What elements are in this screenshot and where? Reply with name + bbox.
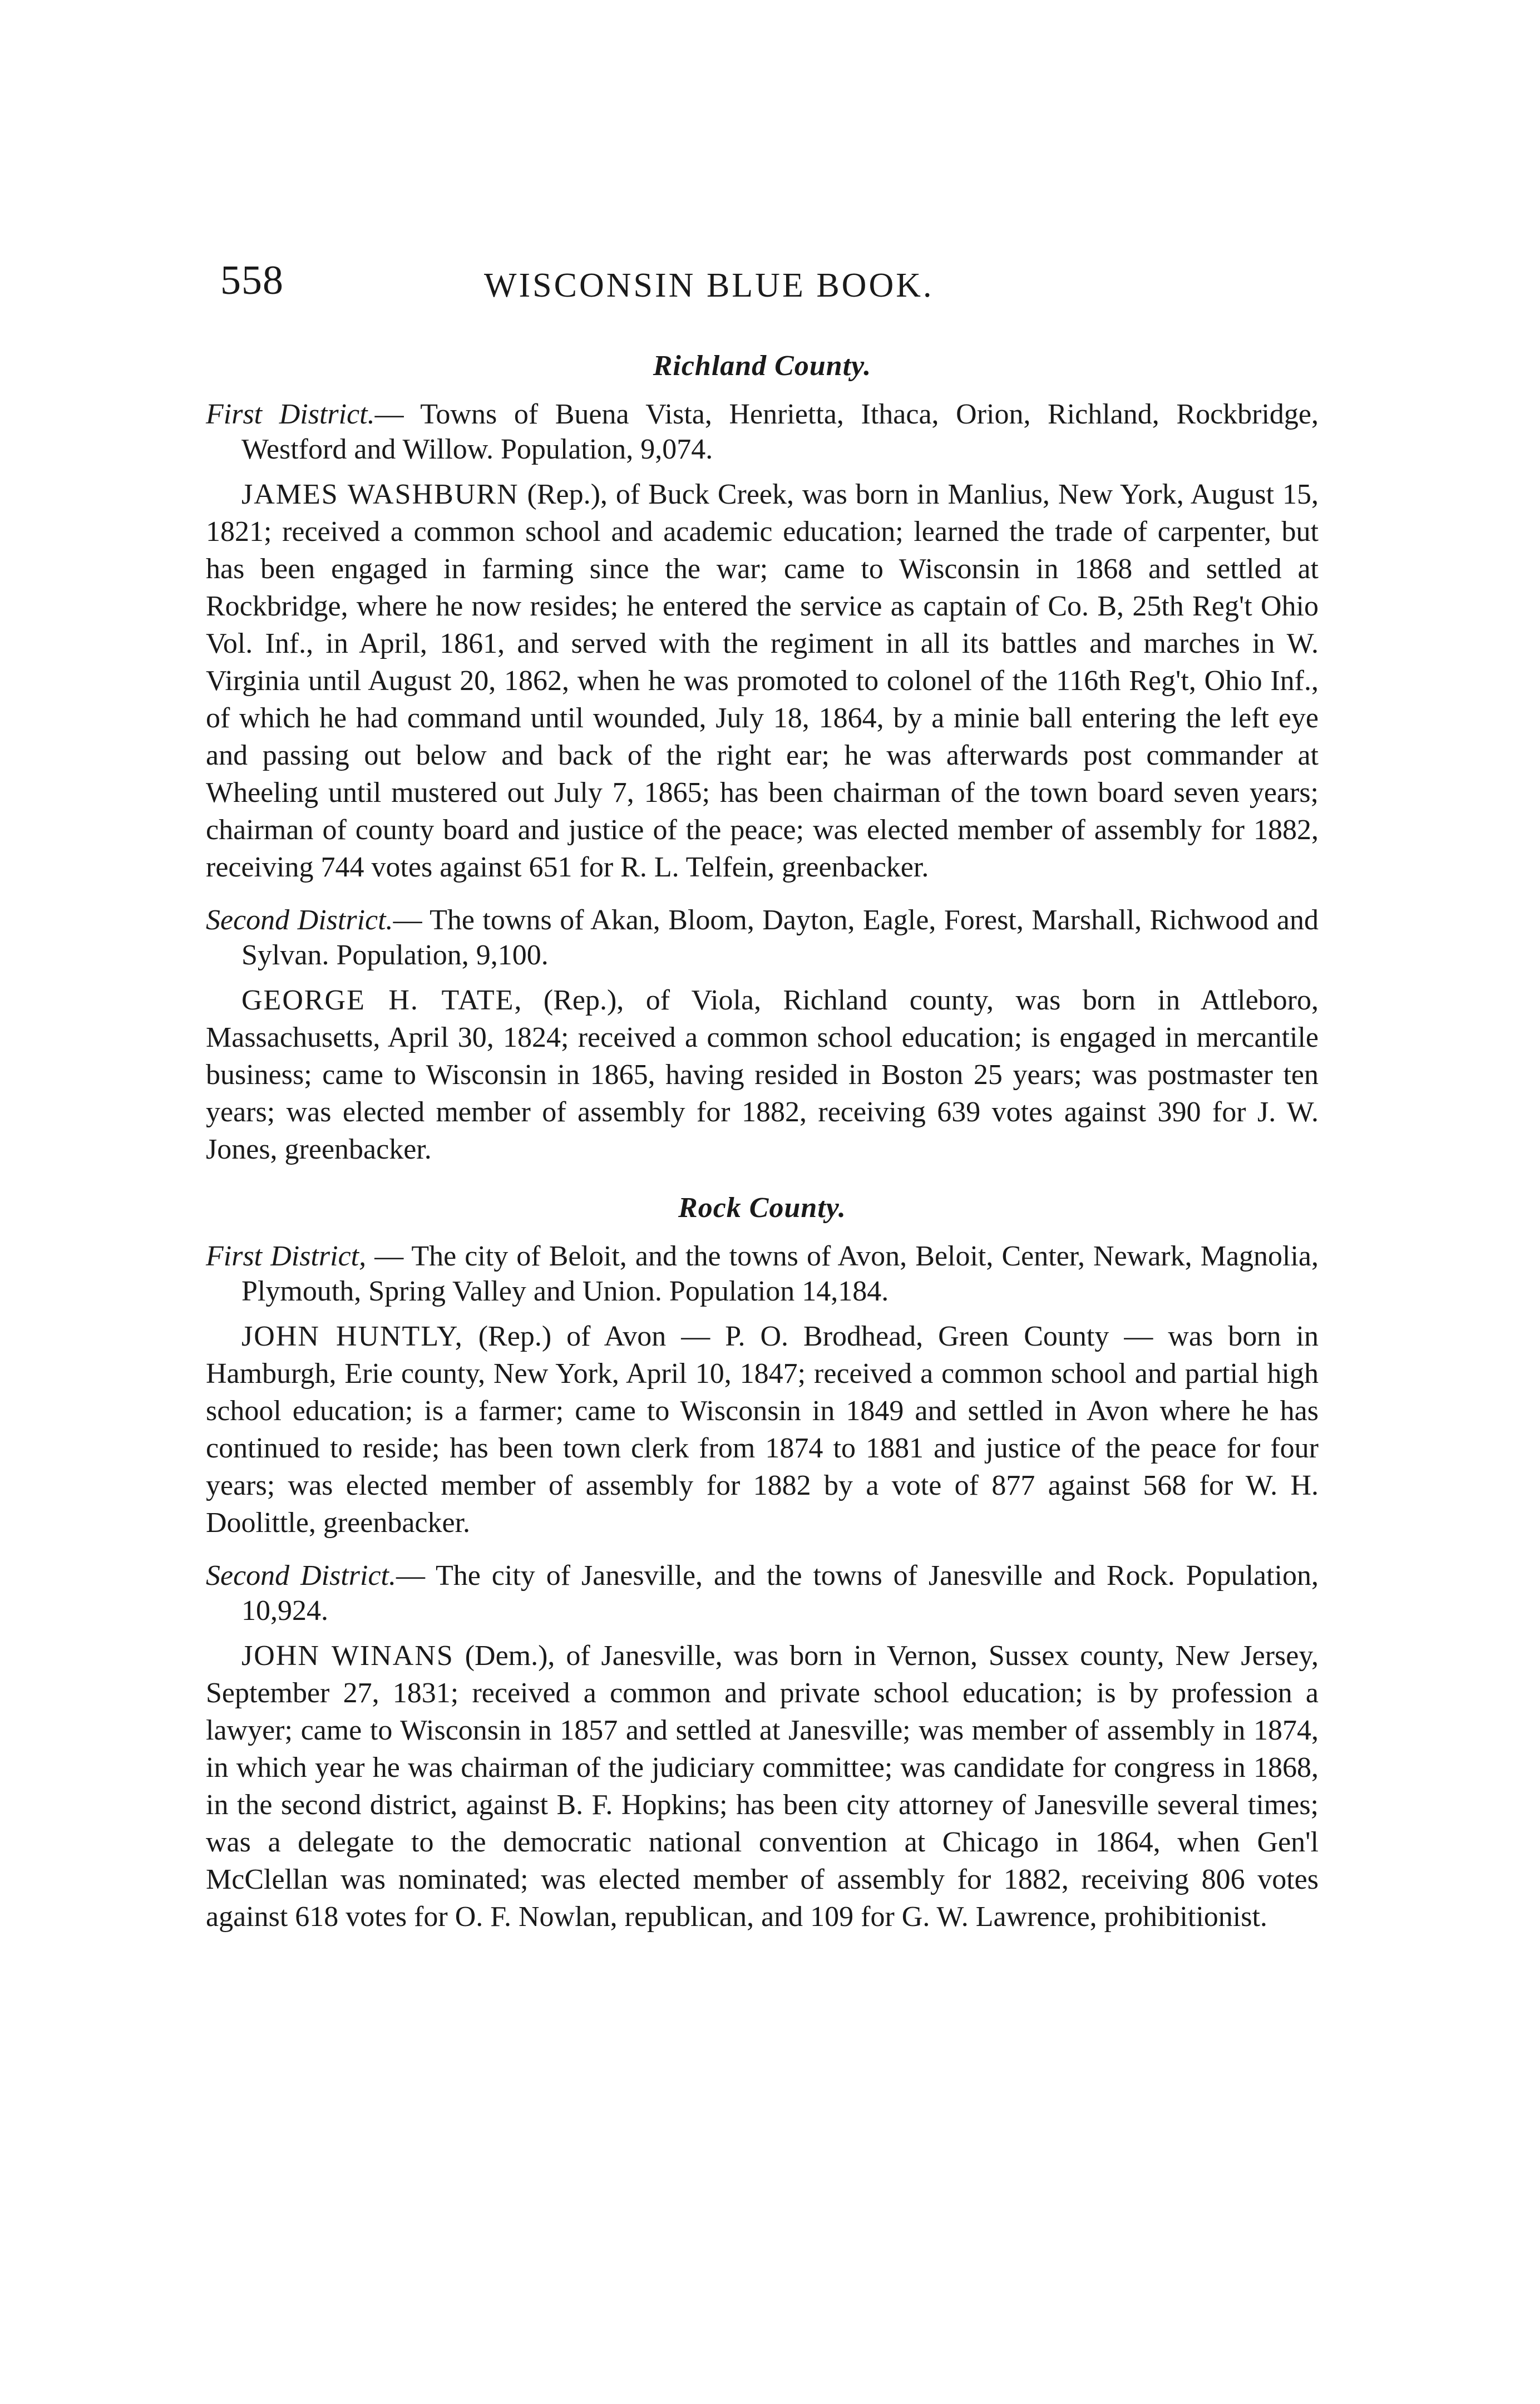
district-text: — The towns of Akan, Bloom, Dayton, Eagle, Forest, Marshall, Richwood and Sylvan. Population, 9,100.: [241, 904, 1319, 971]
district-text: — The city of Janesville, and the towns of Janesville and Rock. Population, 10,924.: [241, 1560, 1319, 1627]
member-bio-text: (Rep.) of Avon — P. O. Brodhead, Green County — was born in Hamburgh, Erie county, New York, April 10, 1847; received a common school and partial high school education; is a farmer; came to Wisconsin in 1849 and settled in Avon where he has continued to reside; has been town clerk from 1874 to 1881 and justice of the peace for four years; was elected member of assembly for 1882 by a vote of 877 against 568 for W. H. Doolittle, greenbacker.: [206, 1321, 1319, 1539]
member-name: JOHN WINANS: [241, 1640, 454, 1672]
running-head: WISCONSIN BLUE BOOK.: [484, 267, 934, 304]
member-name: JOHN HUNTLY,: [241, 1321, 463, 1352]
member-biography: [206, 476, 1319, 886]
member-biography: [206, 1637, 1319, 1935]
district-description: [206, 1558, 1319, 1628]
member-biography: [206, 982, 1319, 1168]
county-heading-richland: Richland County.: [653, 350, 872, 382]
member-biography: [206, 1318, 1319, 1541]
district-description: [206, 1239, 1319, 1309]
member-name: GEORGE H. TATE: [241, 984, 515, 1016]
county-heading-rock: Rock County.: [678, 1192, 846, 1224]
member-bio-text: (Dem.), of Janesville, was born in Vernon, Sussex county, New Jersey, September 27, 1831; received a common and private school education; is by profession a lawyer; came to Wisconsin in 1857 and settled at Janesville; was member of assembly in 1874, in which year he was chairman of the judiciary committee; was candidate for congress in 1868, in the second district, against B. F. Hopkins; has been city attorney of Janesville several times; was a delegate to the democratic national convention at Chicago in 1864, when Gen'l McClellan was nominated; was elected member of assembly for 1882, receiving 806 votes against 618 votes for O. F. Nowlan, republican, and 109 for G. W. Lawrence, prohibitionist.: [206, 1640, 1319, 1933]
page-body: [206, 349, 1319, 1952]
district-description: [206, 397, 1319, 467]
district-text: — The city of Beloit, and the towns of Avon, Beloit, Center, Newark, Magnolia, Plymouth, Spring Valley and Union. Population 14,184.: [241, 1240, 1319, 1307]
district-text: — Towns of Buena Vista, Henrietta, Ithaca, Orion, Richland, Rockbridge, Westford and Willow. Population, 9,074.: [241, 398, 1319, 465]
member-bio-text: (Rep.), of Buck Creek, was born in Manlius, New York, August 15, 1821; received a common school and academic education; learned the trade of carpenter, but has been engaged in farming since the war; came to Wisconsin in 1868 and settled at Rockbridge, where he now resides; he entered the service as captain of Co. B, 25th Reg't Ohio Vol. Inf., in April, 1861, and served with the regiment in all its battles and marches in W. Virginia until August 20, 1862, when he was promoted to colonel of the 116th Reg't, Ohio Inf., of which he had command until wounded, July 18, 1864, by a minie ball entering the left eye and passing out below and back of the right ear; he was afterwards post commander at Wheeling until mustered out July 7, 1865; has been chairman of the town board seven years; chairman of county board and justice of the peace; was elected member of assembly for 1882, receiving 744 votes against 651 for R. L. Telfein, greenbacker.: [206, 479, 1319, 883]
page-number: 558: [220, 258, 284, 303]
member-bio-text: , (Rep.), of Viola, Richland county, was born in Attleboro, Massachusetts, April 30, 1824; received a common school education; is engaged in mercantile business; came to Wisconsin in 1865, having resided in Boston 25 years; was postmaster ten years; was elected member of assembly for 1882, receiving 639 votes against 390 for J. W. Jones, greenbacker.: [206, 984, 1319, 1165]
district-label: First District.: [206, 398, 375, 430]
district-label: First District,: [206, 1240, 367, 1272]
district-description: [206, 903, 1319, 973]
district-label: Second District.: [206, 1560, 396, 1592]
member-name: JAMES WASHBURN: [241, 479, 519, 510]
district-label: Second District.: [206, 904, 393, 936]
